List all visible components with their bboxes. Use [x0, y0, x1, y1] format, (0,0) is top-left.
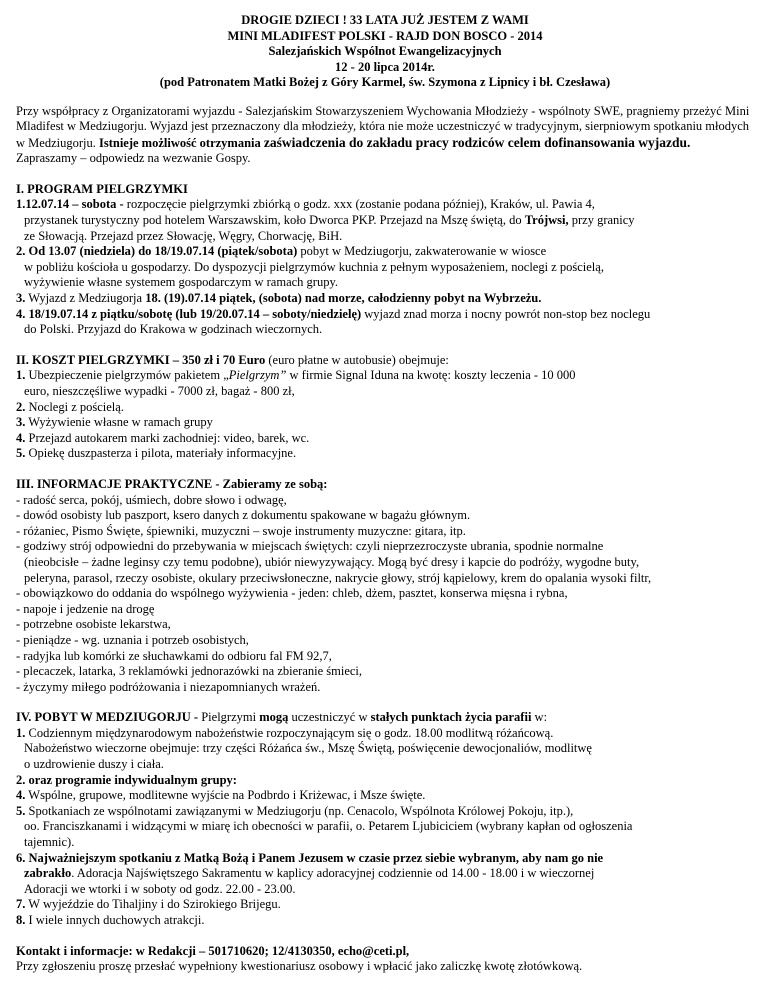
list-item: - pieniądze - wg. uznania i potrzeb osobistych, [16, 632, 249, 647]
list-item: - obowiązkowo do oddania do wspólnego wyżywienia - jeden: chleb, dżem, pasztet, konserwa mięsna i rybna, [16, 586, 568, 601]
contact-note: Przy zgłoszeniu proszę przesłać wypełniony kwestionariusz osobowy i wpłacić jako zaliczkę kwotę złotówkową. [16, 959, 583, 974]
contact-info: Kontakt i informacje: w Redakcji – 501710620; 12/4130350, echo@ceti.pl, [16, 943, 410, 958]
stay-item-4: 4. Wspólne, grupowe, modlitewne wyjście na Podbrdo i Kriżewac, i Msze święte. [16, 788, 426, 803]
section-stay-title: IV. POBYT W MEDZIUGORJU - Pielgrzymi mogą uczestniczyć w stałych punktach życia parafii w: [16, 710, 548, 725]
list-item: - godziwy strój odpowiedni do przebywania w miejscach świętych: czyli nieprzezroczyste ubrania, spodnie normalne [16, 539, 604, 554]
program-item-3: 3. Wyjazd z Medziugorja 18. (19).07.14 piątek, (sobota) nad morze, całodzienny pobyt na Wybrzeżu. [16, 291, 542, 306]
section-cost-title: II. KOSZT PIELGRZYMKI – 350 zł i 70 Euro (euro płatne w autobusie) obejmuje: [16, 352, 449, 367]
stay-item-1: 1. Codziennym międzynarodowym nabożeństwie rozpoczynającym się o godz. 18.00 modlitwą różańcową. [16, 725, 554, 740]
stay-item-2: 2. oraz programie indywidualnym grupy: [16, 772, 237, 787]
header-dates: 12 - 20 lipca 2014r. [335, 59, 435, 74]
section-program: I. PROGRAM PIELGRZYMKI 1.12.07.14 – sobota - rozpoczęcie pielgrzymki zbiórką o godz. xxx (zostanie podana później), Kraków, ul. Pawia 4, przystanek turystyczny pod hotelem Warszawskim, koło Dworca PKP. Przejazd na Mszę świętą, do Trójwsi, przy granicy ze Słowacją. Przejazd przez Słowację, Węgry, Chorwację, BiH. 2. Od 13.07 (niedziela) do 18/19.07.14 (piątek/sobota) pobyt w Medziugorju, zakwaterowanie w wiosce w pobliżu kościoła u gospodarzy. Do dyspozycji pielgrzymów kuchnia z pełnym wyposażeniem, noclegi z pościelą, wyżywienie własne systemem gospodarczym w ramach grupy. 3. Wyjazd z Medziugorja 18. (19).07.14 piątek, (sobota) nad morze, całodzienny pobyt na Wybrzeżu. 4. 18/19.07.14 z piątku/sobotę (lub 19/20.07.14 – soboty/niedzielę) wyjazd znad morza i nocny powrót non-stop bez noclegu do Polski. Przyjazd do Krakowa w godzinach wieczornych. [16, 182, 754, 338]
cost-item-5: 5. Opiekę duszpasterza i pilota, materiały informacyjne. [16, 446, 297, 461]
section-practical-title: III. INFORMACJE PRAKTYCZNE - Zabieramy ze sobą: [16, 476, 328, 491]
stay-item-5: 5. Spotkaniach ze wspólnotami zawiązanymi w Medziugorju (np. Cenacolo, Wspólnota Królowej Pokoju, itp.), [16, 803, 574, 818]
cost-item-3: 3. Wyżywienie własne w ramach grupy [16, 415, 213, 430]
program-item-4: 4. 18/19.07.14 z piątku/sobotę (lub 19/20.07.14 – soboty/niedzielę) wyjazd znad morza i nocny powrót non-stop bez noclegu [16, 306, 651, 321]
stay-item-8: 8. I wiele innych duchowych atrakcji. [16, 913, 205, 927]
document-header [16, 13, 754, 91]
stay-item-6: 6. Najważniejszym spotkaniu z Matką Bożą i Panem Jezusem w czasie przez siebie wybranym, aby nam go nie [16, 850, 604, 865]
header-patronage: (pod Patronatem Matki Bożej z Góry Karmel, św. Szymona z Lipnicy i bł. Czesława) [159, 75, 611, 89]
section-program-title: I. PROGRAM PIELGRZYMKI [16, 181, 188, 196]
section-stay: IV. POBYT W MEDZIUGORJU - Pielgrzymi mogą uczestniczyć w stałych punktach życia parafii w: 1. Codziennym międzynarodowym nabożeństwie rozpoczynającym się o godz. 18.00 modlitwą różańcową. Nabożeństwo wieczorne obejmuje: trzy części Różańca św., Mszę Świętą, poświęcenie dewocjonaliów, modlitwę o uzdrowienie duszy i ciała. 2. oraz programie indywidualnym grupy: 4. Wspólne, grupowe, modlitewne wyjście na Podbrdo i Kriżewac, i Msze święte. 5. Spotkaniach ze wspólnotami zawiązanymi w Medziugorju (np. Cenacolo, Wspólnota Królowej Pokoju, itp.), oo. Franciszkanami i widzącymi w miarę ich obecności w parafii, o. Petarem Ljubiciciem (wybrany kapłan od ogłoszenia tajemnic). 6. Najważniejszym spotkaniu z Matką Bożą i Panem Jezusem w czasie przez siebie wybranym, aby nam go nie zabrakło. Adoracja Najświętszego Sakramentu w kaplicy adoracyjnej codziennie od 14.00 - 18.00 i w wieczornej Adoracji we wtorki i w soboty od godz. 22.00 - 23.00. 7. W wyjeździe do Tihaljiny i do Szirokiego Brijegu. 8. I wiele innych duchowych atrakcji. [16, 710, 754, 928]
program-item-2: 2. Od 13.07 (niedziela) do 18/19.07.14 (piątek/sobota) pobyt w Medziugorju, zakwaterowanie w wiosce [16, 244, 547, 259]
list-item: - plecaczek, latarka, 3 reklamówki jednorazówki na zbieranie śmieci, [16, 664, 363, 679]
list-item: - różaniec, Pismo Święte, śpiewniki, muzyczni – swoje instrumenty muzyczne: gitara, itp. [16, 523, 466, 538]
header-line-3: Salezjańskich Wspólnot Ewangelizacyjnych [268, 44, 502, 58]
cost-item-2: 2. Noclegi z pościelą. [16, 399, 124, 414]
list-item: - napoje i jedzenie na drogę [16, 601, 155, 616]
list-item: - radość serca, pokój, uśmiech, dobre słowo i odwagę, [16, 492, 287, 507]
intro-paragraph: Przy współpracy z Organizatorami wyjazdu - Salezjańskim Stowarzyszeniem Wychowania Młodzieży - wspólnoty SWE, pragniemy przeżyć Mini Mladifest w Medziugorju. Wyjazd jest przeznaczony dla młodzieży, która nie może uczestniczyć w tradycyjnym, sierpniowym spotkaniu młodych w Medziugorju. Istnieje możliwość otrzymania zaświadczenia do zakładu pracy rodziców celem dofinansowania wyjazdu. Zapraszamy – odpowiedz na wezwanie Gospy. [16, 103, 750, 166]
cost-item-1: 1. Ubezpieczenie pielgrzymów pakietem „Pielgrzym” w firmie Signal Iduna na kwotę: koszty leczenia - 10 000 [16, 368, 576, 383]
stay-item-7: 7. W wyjeździe do Tihaljiny i do Szirokiego Brijegu. [16, 897, 281, 912]
list-item: - życzymy miłego podróżowania i niezapomnianych wrażeń. [16, 679, 321, 694]
list-item: - radyjka lub komórki ze słuchawkami do odbioru fal FM 92,7, [16, 648, 332, 663]
section-cost: II. KOSZT PIELGRZYMKI – 350 zł i 70 Euro (euro płatne w autobusie) obejmuje: 1. Ubezpieczenie pielgrzymów pakietem „Pielgrzym” w firmie Signal Iduna na kwotę: koszty leczenia - 10 000 euro, nieszczęśliwe wypadki - 7000 zł, bagaż - 800 zł, 2. Noclegi z pościelą. 3. Wyżywienie własne w ramach grupy 4. Przejazd autokarem marki zachodniej: video, barek, wc. 5. Opiekę duszpasterza i pilota, materiały informacyjne. [16, 353, 754, 462]
program-item-1: 1.12.07.14 – sobota - rozpoczęcie pielgrzymki zbiórką o godz. xxx (zostanie podana później), Kraków, ul. Pawia 4, [16, 197, 595, 212]
header-line-2: MINI MLADIFEST POLSKI - RAJD DON BOSCO - 2014 [227, 28, 543, 43]
section-practical-info: III. INFORMACJE PRAKTYCZNE - Zabieramy ze sobą: - radość serca, pokój, uśmiech, dobre słowo i odwagę, - dowód osobisty lub paszport, ksero danych z dokumentu spakowane w bagażu głównym. - różaniec, Pismo Święte, śpiewniki, muzyczni – swoje instrumenty muzyczne: gitara, itp. - godziwy strój odpowiedni do przebywania w miejscach świętych: czyli nieprzezroczyste ubrania, spodnie normalne (nieobcisłe – żadne leginsy czy temu podobne), ubiór niewyzywający. Mogą być dresy i kapcie do podróży, wygodne buty, peleryna, parasol, rzeczy osobiste, okulary przeciwsłoneczne, nakrycie głowy, strój kąpielowy, krem do opalania wysoki filtr, - obowiązkowo do oddania do wspólnego wyżywienia - jeden: chleb, dżem, pasztet, konserwa mięsna i rybna, - napoje i jedzenie na drogę - potrzebne osobiste lekarstwa, - pieniądze - wg. uznania i potrzeb osobistych, - radyjka lub komórki ze słuchawkami do odbioru fal FM 92,7, - plecaczek, latarka, 3 reklamówki jednorazówki na zbieranie śmieci, - życzymy miłego podróżowania i niezapomnianych wrażeń. [16, 477, 754, 695]
list-item: - dowód osobisty lub paszport, ksero danych z dokumentu spakowane w bagażu głównym. [16, 508, 471, 523]
contact-section [16, 944, 754, 975]
list-item: - potrzebne osobiste lekarstwa, [16, 617, 171, 632]
cost-item-4: 4. Przejazd autokarem marki zachodniej: video, barek, wc. [16, 430, 310, 445]
header-line-1: DROGIE DZIECI ! 33 LATA JUŻ JESTEM Z WAMI [241, 13, 529, 27]
